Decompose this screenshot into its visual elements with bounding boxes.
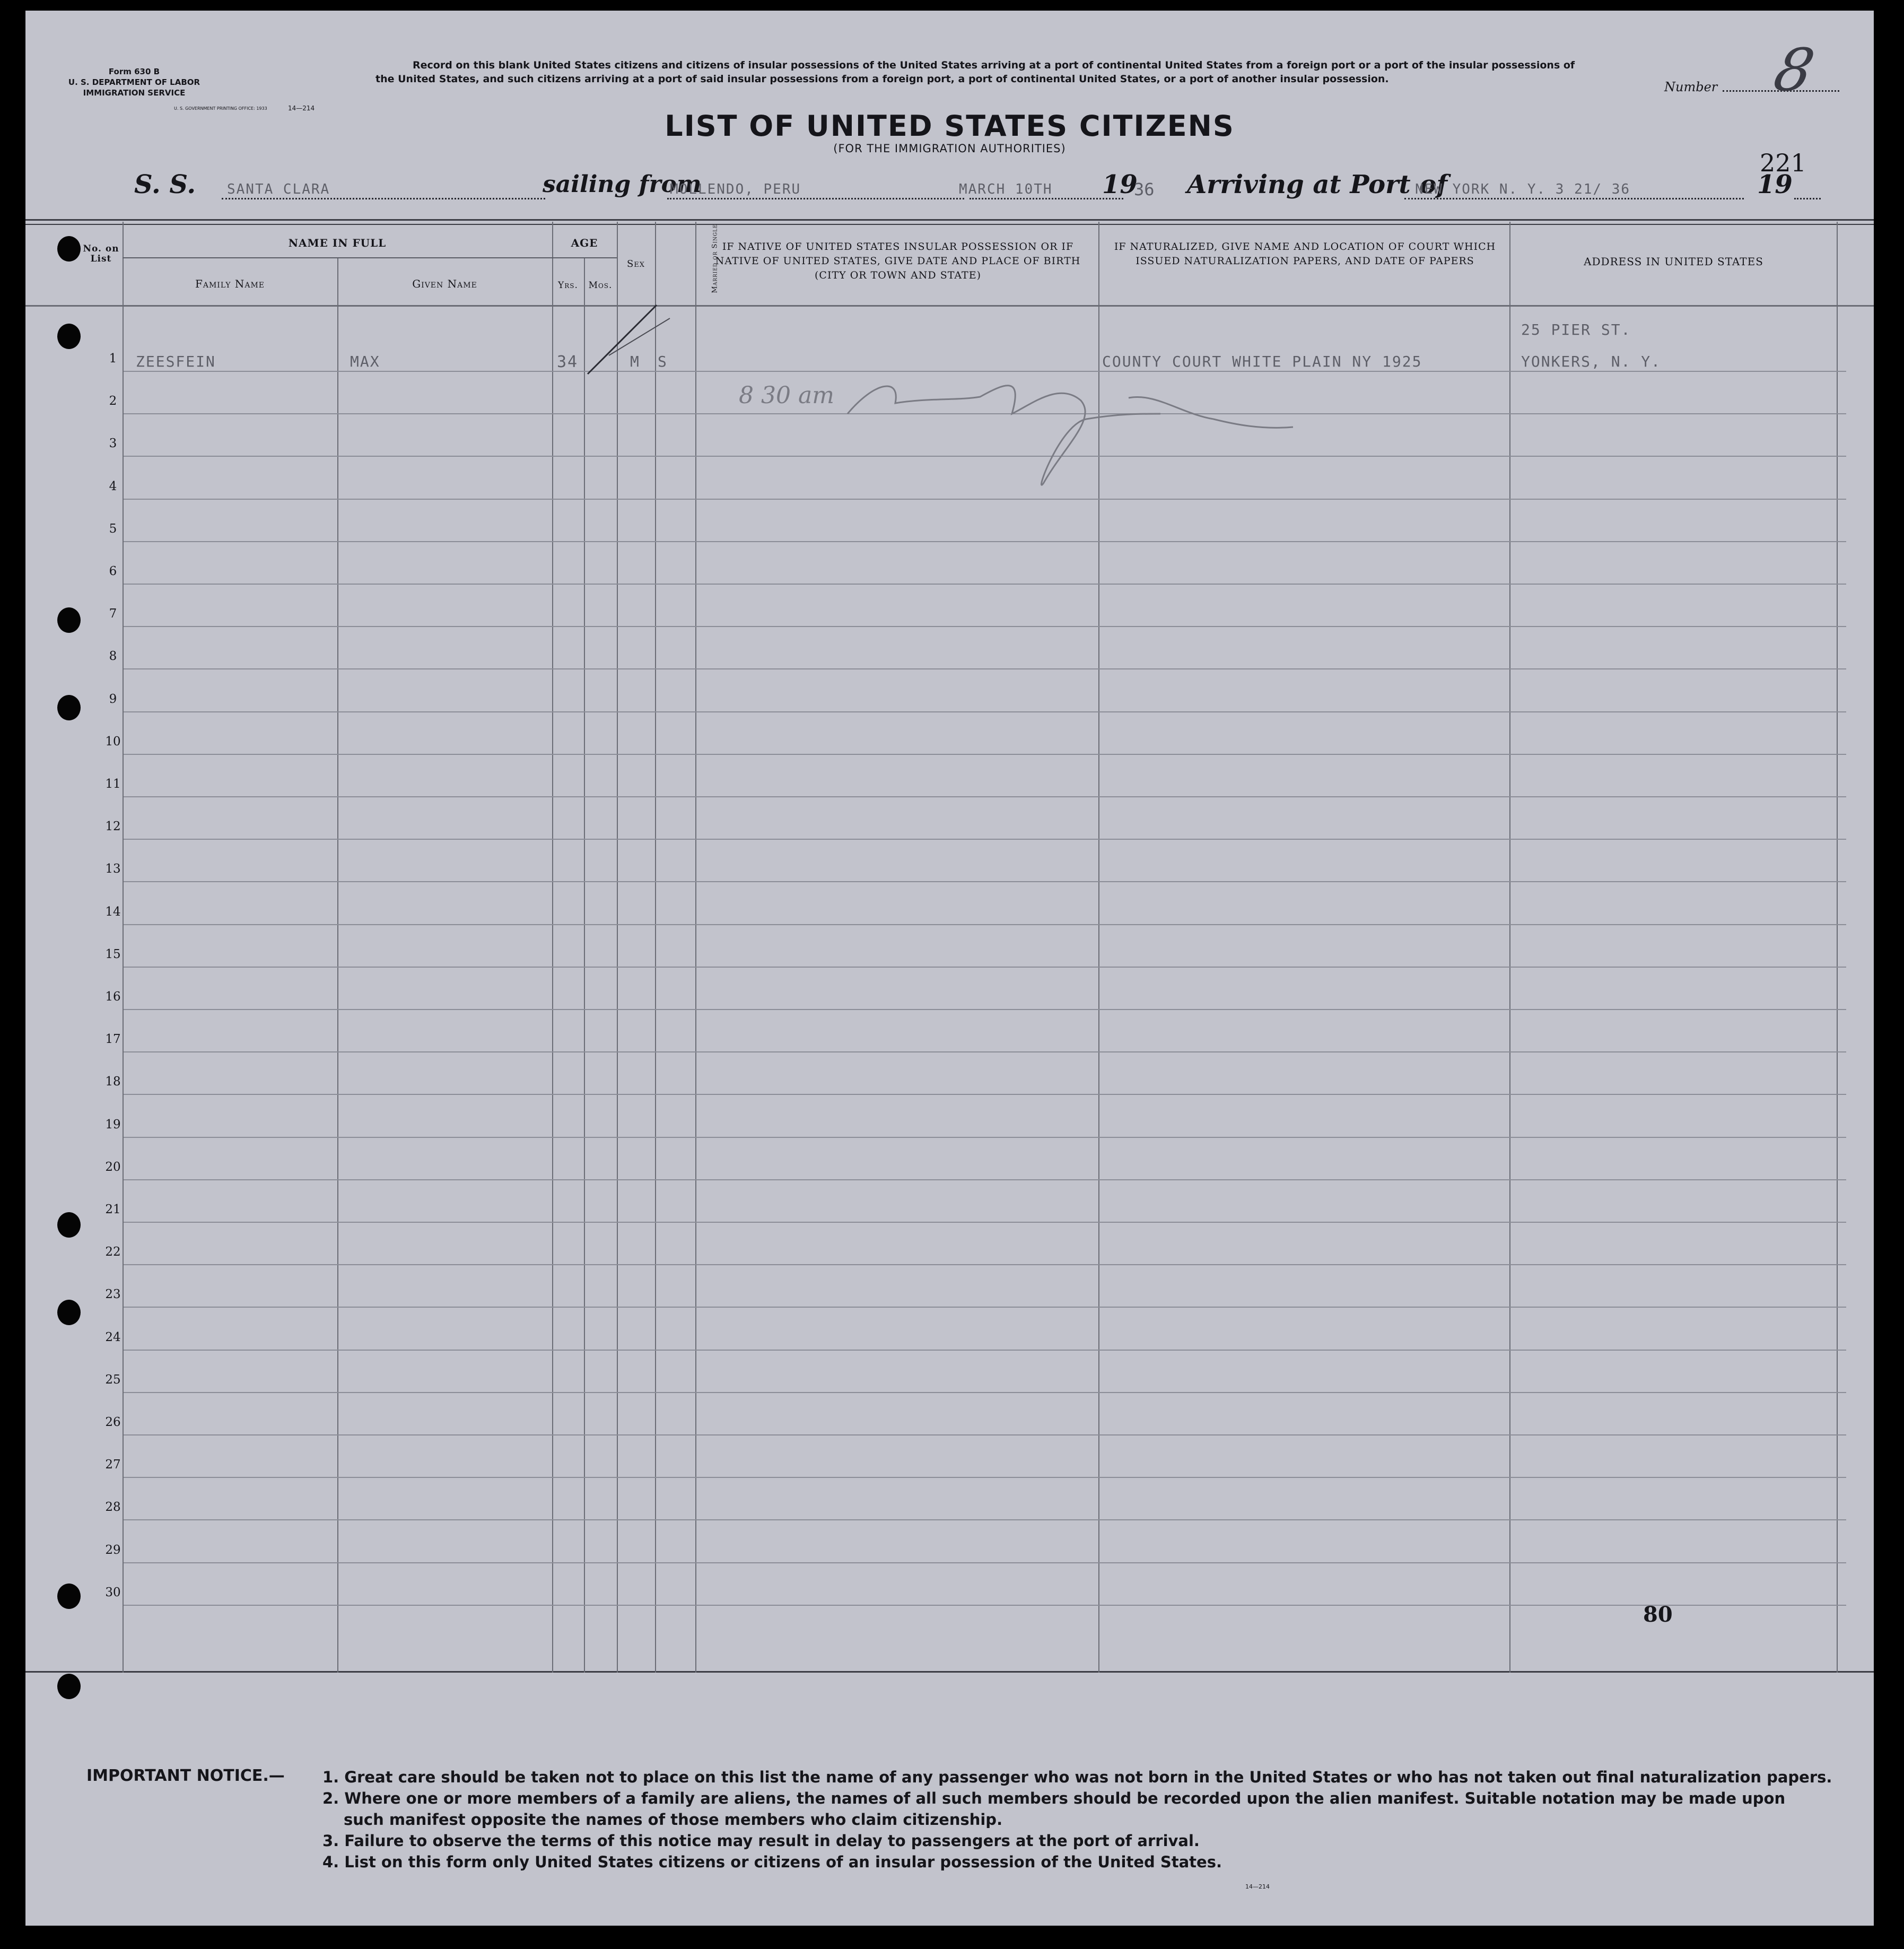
- entry-yrs: 34: [557, 353, 579, 371]
- row-number: 24: [105, 1330, 121, 1344]
- row-number: 21: [105, 1203, 121, 1216]
- binder-hole: [57, 236, 81, 262]
- row-number: 14: [105, 904, 121, 919]
- notice-item-1: 1. Great care should be taken not to place on this list the name of any passenger who was not born in the United States or who has not taken out final naturalization papers.: [322, 1768, 1832, 1786]
- row-number: 8: [109, 649, 117, 664]
- ss-label: S. S.: [134, 170, 196, 199]
- manifest-sheet: [25, 11, 1874, 1926]
- printing-office: U. S. GOVERNMENT PRINTING OFFICE: 1933: [174, 106, 267, 111]
- row-number: 28: [105, 1500, 121, 1515]
- row-number: 22: [105, 1245, 121, 1259]
- row-number: 25: [105, 1372, 121, 1387]
- entry-marital: S: [658, 353, 668, 370]
- arriving-label: Arriving at Port of: [1187, 170, 1447, 199]
- notice-items: [322, 1767, 1850, 1873]
- entry-court: COUNTY COURT WHITE PLAIN NY 1925: [1102, 353, 1422, 370]
- row-number: 29: [105, 1543, 121, 1557]
- binder-hole: [57, 1674, 81, 1699]
- notice-item-4: 4. List on this form only United States citizens or citizens of an insular possession of the United States.: [322, 1853, 1222, 1871]
- row-number: 12: [105, 820, 121, 834]
- row-number: 3: [109, 437, 117, 451]
- header-address: ADDRESS IN UNITED STATES: [1584, 255, 1763, 268]
- row-number: 2: [109, 394, 117, 408]
- instructions: Record on this blank United States citizens and citizens of insular possessions of the United States arriving at a port of continental United States from a foreign port or a port of the insular possessions of the United States, and such citizens arriving at a port of said insular possessions from a foreign port, a port of continental United States, or a port of another insular possession.: [375, 59, 1575, 85]
- row-number: 9: [109, 692, 117, 706]
- header-age: AGE: [571, 237, 598, 249]
- from-port: MOLLENDO, PERU: [670, 181, 801, 197]
- header-no-on-list: No. on List: [83, 243, 119, 264]
- header-sex: Sex: [626, 258, 645, 269]
- print-code: 14—214: [288, 105, 315, 112]
- header-yrs: Yrs.: [558, 280, 578, 291]
- check-slash-mark-2: [609, 318, 670, 355]
- entry-address-line1: 25 PIER ST.: [1521, 321, 1631, 338]
- notice-code: 14—214: [1245, 1883, 1270, 1890]
- row-number: 17: [105, 1032, 121, 1047]
- arrival-port: NEW YORK N. Y. 3 21/ 36: [1415, 181, 1631, 197]
- entry-sex: M: [630, 353, 640, 370]
- header-family-name: Family Name: [195, 277, 265, 290]
- header-married-or-single: Married or Single: [711, 224, 719, 293]
- binder-hole: [57, 695, 81, 720]
- sailing-date: MARCH 10TH: [959, 181, 1053, 197]
- entry-address-line2: YONKERS, N. Y.: [1521, 353, 1662, 370]
- signature-scrawl: [848, 386, 1293, 485]
- sailing-year: 36: [1134, 179, 1155, 199]
- entry-given-name: MAX: [350, 353, 380, 370]
- row-number: 16: [105, 990, 121, 1004]
- form-id: Form 630 B: [108, 67, 160, 76]
- row-number: 18: [105, 1075, 121, 1089]
- header-given-name: Given Name: [412, 277, 477, 290]
- service: IMMIGRATION SERVICE: [83, 88, 186, 98]
- page-number: 221: [1760, 149, 1806, 177]
- binder-hole: [57, 324, 81, 349]
- notice-item-2-cont: such manifest opposite the names of those members who claim citizenship.: [344, 1811, 1003, 1829]
- binder-hole: [57, 607, 81, 633]
- header-insular-possession: IF NATIVE OF UNITED STATES INSULAR POSSESSION OR IF NATIVE OF UNITED STATES, GIVE DATE AND PLACE OF BIRTH (CITY OR TOWN AND STATE): [715, 241, 1081, 281]
- notice-item-2: 2. Where one or more members of a family are aliens, the names of all such members should be recorded upon the alien manifest. Suitable notation may be made upon: [322, 1789, 1786, 1807]
- row-number: 6: [109, 564, 117, 578]
- header-mos: Mos.: [588, 280, 613, 291]
- row-number: 26: [105, 1415, 121, 1429]
- footer-number: 80: [1643, 1602, 1673, 1627]
- handwritten-strokes: [25, 11, 1874, 1926]
- row-number: 7: [109, 607, 117, 621]
- number-value: 8: [1768, 36, 1820, 104]
- row-number: 5: [109, 521, 117, 536]
- row-number: 1: [109, 352, 117, 366]
- row-number: 10: [105, 734, 121, 749]
- row-number: 20: [105, 1160, 121, 1174]
- form-title: LIST OF UNITED STATES CITIZENS: [665, 109, 1235, 143]
- form-subtitle: (FOR THE IMMIGRATION AUTHORITIES): [833, 142, 1066, 155]
- row-number: 19: [105, 1117, 121, 1132]
- notice-label: IMPORTANT NOTICE.—: [86, 1767, 285, 1785]
- binder-hole: [57, 1583, 81, 1609]
- ship-name: SANTA CLARA: [227, 181, 330, 197]
- handwritten-time: 8 30 am: [739, 382, 834, 409]
- row-number: 13: [105, 862, 121, 876]
- row-number: 30: [105, 1585, 121, 1599]
- department: U. S. DEPARTMENT OF LABOR: [68, 77, 200, 87]
- row-number: 27: [105, 1458, 121, 1472]
- header-name-in-full: NAME IN FULL: [288, 237, 387, 249]
- check-slash-mark: [588, 305, 657, 374]
- binder-hole: [57, 1212, 81, 1238]
- arrival-year-prefix: 19: [1757, 170, 1793, 199]
- row-number: 11: [105, 777, 121, 791]
- row-number: 4: [109, 479, 117, 493]
- header-naturalized: IF NATURALIZED, GIVE NAME AND LOCATION OF COURT WHICH ISSUED NATURALIZATION PAPERS, AND DATE OF PAPERS: [1114, 241, 1496, 267]
- row-number: 15: [105, 947, 121, 961]
- year-prefix: 19: [1102, 170, 1138, 199]
- notice-item-3: 3. Failure to observe the terms of this notice may result in delay to passengers at the port of arrival.: [322, 1832, 1200, 1850]
- entry-family-name: ZEESFEIN: [136, 353, 216, 370]
- number-label: Number: [1664, 80, 1718, 94]
- sailing-label: sailing from: [543, 171, 702, 198]
- row-number: 23: [105, 1287, 121, 1302]
- binder-hole: [57, 1300, 81, 1325]
